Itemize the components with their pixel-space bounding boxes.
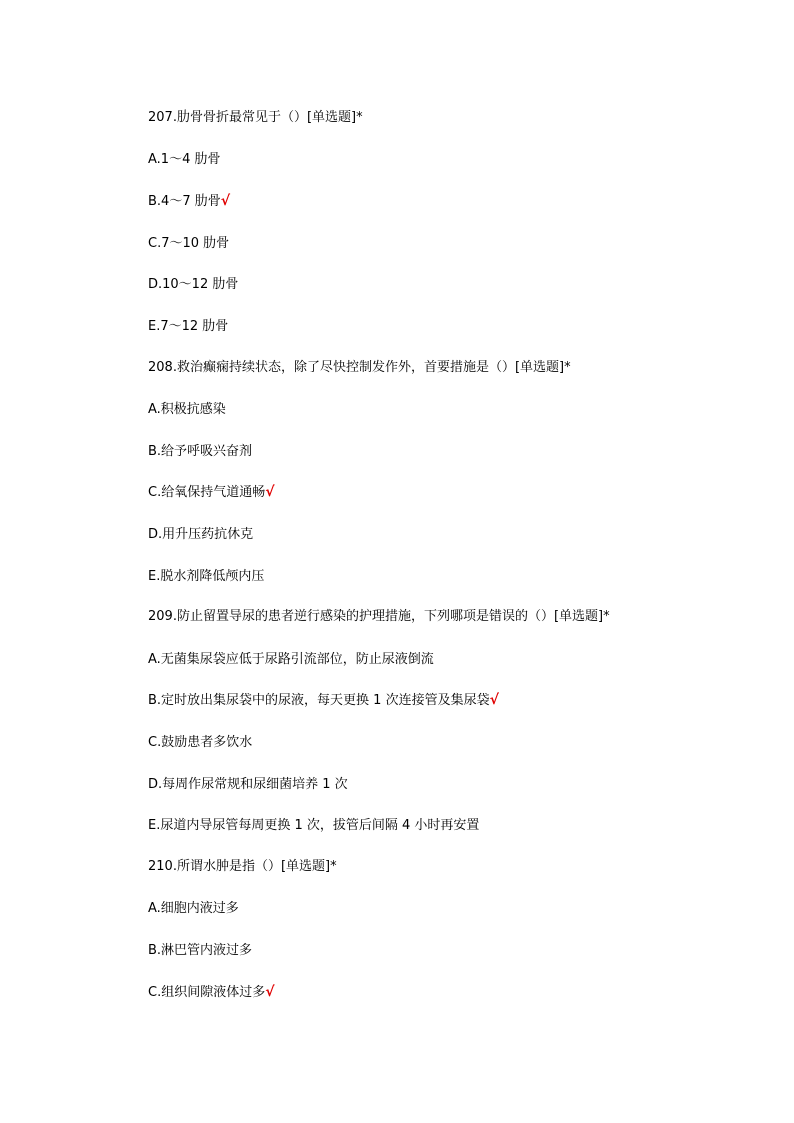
question-207-option-d: D.10～12 肋骨 (148, 277, 239, 292)
question-208-option-d: D.用升压药抗休克 (148, 527, 254, 542)
question-210-option-b: B.淋巴管内液过多 (148, 943, 253, 958)
question-208-stem: 208.救治癫痫持续状态，除了尽快控制发作外，首要措施是（）[单选题]* (148, 360, 571, 375)
question-207-option-a: A.1～4 肋骨 (148, 152, 221, 167)
question-208-option-e: E.脱水剂降低颅内压 (148, 569, 265, 584)
question-209-option-c: C.鼓励患者多饮水 (148, 735, 253, 750)
correct-check-mark: √ (265, 984, 275, 1000)
question-208-option-a: A.积极抗感染 (148, 402, 226, 417)
question-208-option-c: C.给氧保持气道通畅√ (148, 484, 275, 500)
question-209-stem: 209.防止留置导尿的患者逆行感染的护理措施，下列哪项是错误的（）[单选题]* (148, 609, 610, 624)
question-209-option-a: A.无菌集尿袋应低于尿路引流部位，防止尿液倒流 (148, 652, 434, 667)
question-210-stem: 210.所谓水肿是指（）[单选题]* (148, 859, 337, 874)
question-210-option-a: A.细胞内液过多 (148, 901, 239, 916)
question-208-option-b: B.给予呼吸兴奋剂 (148, 444, 253, 459)
question-210-option-c: C.组织间隙液体过多√ (148, 984, 275, 1000)
question-207-stem: 207.肋骨骨折最常见于（）[单选题]* (148, 110, 363, 125)
question-207-option-c: C.7～10 肋骨 (148, 236, 230, 251)
question-209-option-b: B.定时放出集尿袋中的尿液，每天更换 1 次连接管及集尿袋√ (148, 692, 499, 708)
correct-check-mark: √ (265, 484, 275, 500)
question-207-option-b: B.4～7 肋骨√ (148, 193, 231, 209)
question-209-option-e: E.尿道内导尿管每周更换 1 次，拔管后间隔 4 小时再安置 (148, 818, 480, 833)
correct-check-mark: √ (489, 692, 499, 708)
question-207-option-e: E.7～12 肋骨 (148, 319, 229, 334)
question-209-option-d: D.每周作尿常规和尿细菌培养 1 次 (148, 777, 348, 792)
correct-check-mark: √ (220, 193, 231, 209)
